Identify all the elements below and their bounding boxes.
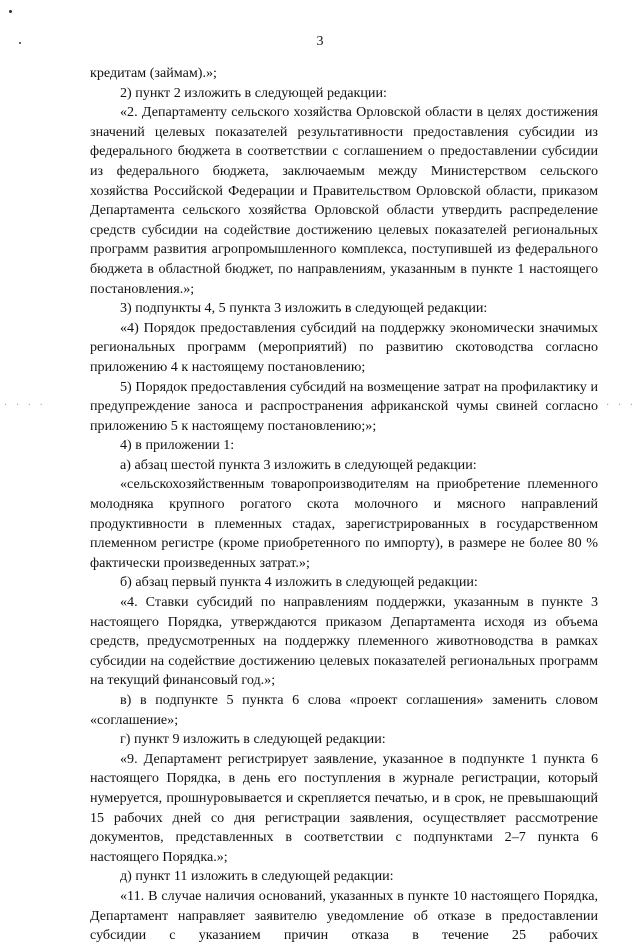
paragraph-12: в) в подпункте 5 пункта 6 слова «проект соглашения» заменить словом «соглашение»; <box>90 692 598 728</box>
page-number: 3 <box>316 34 324 49</box>
scan-speck <box>19 42 21 44</box>
paragraph-2: 2) пункт 2 изложить в следующей редакции: <box>120 84 387 101</box>
paragraph-7: 4) в приложении 1: <box>120 437 235 454</box>
paragraph-5: «4) Порядок предоставления субсидий на поддержку экономически значимых региональных программ (мероприятий) по развитию скотоводства согласно приложению 4 к настоящему постановлению; <box>90 319 598 375</box>
paragraph-10: б) абзац первый пункта 4 изложить в следующей редакции: <box>120 574 478 591</box>
scan-speck <box>9 10 12 13</box>
paragraph-9: «сельскохозяйственным товаропроизводителям на приобретение племенного молодняка крупного рогатого скота молочного и мясного направлений продуктивности в племенных стадах, зарегистрированных в государственном племенном регистре (кроме приобретенного по импорту), в размере не более 80 % фактически произведенных затрат.»; <box>90 476 598 571</box>
paragraph-16: «11. В случае наличия оснований, указанных в пункте 10 настоящего Порядка, Департамент направляет заявителю уведомление об отказе в предоставлении субсидии с указанием причин отказа в течение 25 рабочих <box>90 887 598 944</box>
paragraph-1: кредитам (займам).»; <box>90 65 217 81</box>
paragraph-11: «4. Ставки субсидий по направлениям поддержки, указанным в пункте 3 настоящего Порядка, утверждаются приказом Департамента исходя из объема средств, предусмотренных на поддержку племенного животноводства в рамках субсидии на содействие достижению целевых показателей региональных программ на текущий финансовый год.»; <box>90 594 598 689</box>
paragraph-14: «9. Департамент регистрирует заявление, указанное в подпункте 1 пункта 6 настоящего Порядка, в день его поступления в журнале регистрации, который нумеруется, прошнуровывается и скрепляется печатью, и в срок, не превышающий 15 рабочих дней со дня регистрации заявления, осуществляет рассмотрение документов, представленных в соответствии с подпунктами 2–7 пункта 6 настоящего Порядка.»; <box>90 750 598 865</box>
paragraph-3: «2. Департаменту сельского хозяйства Орловской области в целях достижения значений целевых показателей результативности предоставления субсидии из федерального бюджета в соответствии с соглашением о предоставлении субсидии из федерального бюджета, заключаемым между Министерством сельского хозяйства Российской Федерации и Правительством Орловской области, приказом Департамента сельского хозяйства Орловской области утвердить распределение средств субсидии на содействие достижению целевых показателей региональных программ развития агропромышленного комплекса, поступившей из федерального бюджета в областной бюджет, по направлениям, указанным в пункте 1 настоящего постановления.»; <box>90 104 598 297</box>
paragraph-8: а) абзац шестой пункта 3 изложить в следующей редакции: <box>120 456 477 473</box>
paragraph-13: г) пункт 9 изложить в следующей редакции: <box>120 731 386 748</box>
margin-dots-right: · · · · · <box>582 400 636 411</box>
paragraph-6: 5) Порядок предоставления субсидий на возмещение затрат на профилактику и предупреждение заноса и распространения африканской чумы свиней согласно приложению 5 к настоящему постановлению;»; <box>90 378 598 434</box>
margin-dots-left: · · · · <box>4 400 46 411</box>
paragraph-15: д) пункт 11 изложить в следующей редакции: <box>120 868 394 885</box>
paragraph-4: 3) подпункты 4, 5 пункта 3 изложить в следующей редакции: <box>120 300 488 317</box>
document-body <box>90 64 598 946</box>
